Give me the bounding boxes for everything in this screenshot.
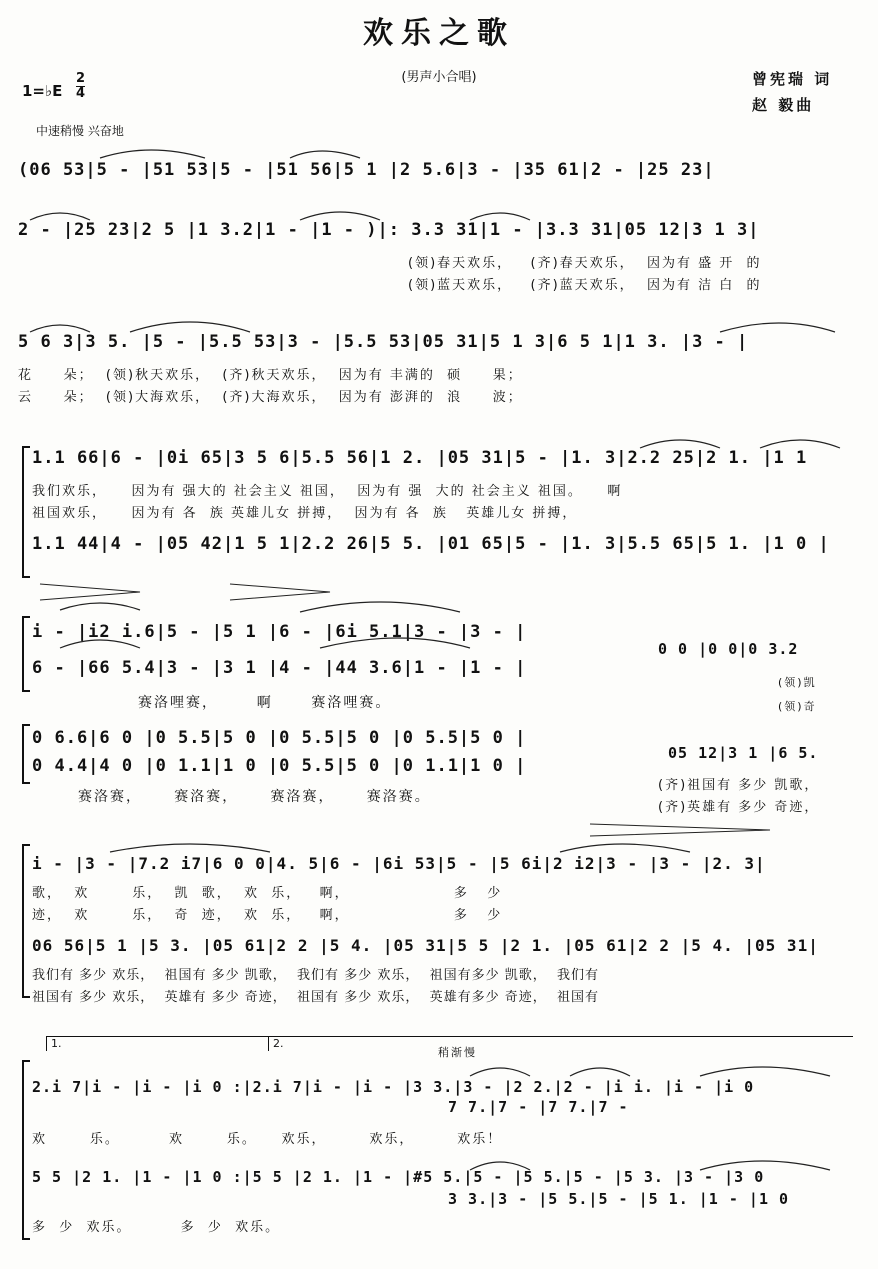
notes-lower-voice: 06 56|5 1 |5 3. |05 61|2 2 |5 4. |05 31|5 5 |2 1. |05 61|2 2 |5 4. |05 31| [32, 936, 819, 955]
song-title: 欢乐之歌 [363, 16, 515, 51]
notes-lower-voice: 0 4.4|4 0 |0 1.1|1 0 |0 5.5|5 0 |0 1.1|1 0 | [32, 756, 527, 776]
part-brace [22, 446, 30, 578]
lyric-lower-verse-1: 我们有 多少 欢乐， 祖国有 多少 凯歌， 我们有 多少 欢乐， 祖国有多少 凯歌， 我们有 [32, 968, 599, 983]
notes-upper-voice-split: 7 7.|7 - |7 7.|7 - [448, 1098, 639, 1116]
tempo-marking: 中速稍慢 兴奋地 [36, 124, 124, 138]
notes-line: 2 - |25 23|2 5 |1 3.2|1 - |1 - )|: 3.3 31|1 - |3.3 31|05 12|3 1 3| [18, 220, 760, 240]
part-brace [22, 1060, 30, 1240]
part-brace [22, 844, 30, 998]
lyric-upper-verse-2: 迹， 欢 乐， 奇 迹， 欢 乐， 啊， 多 少 [32, 908, 503, 923]
time-denominator: 4 [76, 86, 86, 101]
lyric-line: 赛洛哩赛， 啊 赛洛哩赛。 [138, 695, 392, 711]
second-ending-bracket: 2. [268, 1036, 853, 1051]
notes-upper-voice: 2.i 7|i - |i - |i 0 :|2.i 7|i - |i - |3 3.|3 - |2 2.|2 - |i i. |i - |i 0 [32, 1078, 755, 1096]
tail-notes: 0 0 |0 0|0 3.2 [658, 640, 799, 658]
lyricist-credit: 曾宪瑞 词 [752, 70, 833, 88]
notes-lower-voice: 6 - |66 5.4|3 - |3 1 |4 - |44 3.6|1 - |1 - | [32, 658, 527, 678]
key-signature: 1=♭E [22, 82, 63, 100]
notes-line: 5 6 3|3 5. |5 - |5.5 53|3 - |5.5 53|05 31|5 1 3|6 5 1|1 3. |3 - | [18, 332, 749, 352]
rit-marking: 稍渐慢 [438, 1046, 477, 1059]
part-brace [22, 724, 30, 784]
lyric-line: 赛洛赛， 赛洛赛， 赛洛赛， 赛洛赛。 [78, 789, 431, 805]
lyric-verse-2: 云 朵； (领)大海欢乐， (齐)大海欢乐， 因为有 澎湃的 浪 波； [18, 390, 523, 405]
notes-line: (06 53|5 - |51 53|5 - |51 56|5 1 |2 5.6|3 - |35 61|2 - |25 23| [18, 160, 715, 180]
lyric-lower: 多 少 欢乐。 多 少 欢乐。 [32, 1220, 281, 1235]
notes-lower-voice-split: 3 3.|3 - |5 5.|5 - |5 1. |1 - |1 0 [448, 1190, 790, 1208]
lyric-verse-1: (领)春天欢乐， (齐)春天欢乐， 因为有 盛 开 的 [408, 256, 762, 271]
notes-upper-voice: 0 6.6|6 0 |0 5.5|5 0 |0 5.5|5 0 |0 5.5|5 0 | [32, 728, 527, 748]
lyric-verse-2: 祖国欢乐， 因为有 各 族 英雄儿女 拼搏， 因为有 各 族 英雄儿女 拼搏， [32, 506, 578, 521]
tail-lyric-2: (齐)英雄有 多少 奇迹， [658, 800, 820, 815]
lyric-lower-verse-2: 祖国有 多少 欢乐， 英雄有 多少 奇迹， 祖国有 多少 欢乐， 英雄有多少 奇迹， 祖国有 [32, 990, 599, 1005]
notes-lower-voice: 1.1 44|4 - |05 42|1 5 1|2.2 26|5 5. |01 65|5 - |1. 3|5.5 65|5 1. |1 0 | [32, 534, 830, 554]
part-brace [22, 616, 30, 692]
lyric-upper: 欢 乐。 欢 乐。 欢乐， 欢乐， 欢乐！ [32, 1132, 503, 1147]
tail-lyric-1: (齐)祖国有 多少 凯歌， [658, 778, 820, 793]
composer-credit: 赵 毅曲 [752, 96, 815, 114]
notes-upper-voice: i - |3 - |7.2 i7|6 0 0|4. 5|6 - |6i 53|5 - |5 6i|2 i2|3 - |3 - |2. 3| [32, 854, 766, 873]
lyric-verse-2: (领)蓝天欢乐， (齐)蓝天欢乐， 因为有 洁 白 的 [408, 278, 762, 293]
lead-cue-2: (领)奇 [778, 700, 817, 713]
time-signature [76, 72, 85, 101]
lead-cue-1: (领)凯 [778, 676, 817, 689]
tail-notes: 05 12|3 1 |6 5. [668, 744, 819, 762]
lyric-upper-verse-1: 歌， 欢 乐， 凯 歌， 欢 乐， 啊， 多 少 [32, 886, 503, 901]
notes-upper-voice: i - |i2 i.6|5 - |5 1 |6 - |6i 5.1|3 - |3 - | [32, 622, 527, 642]
lyric-verse-1: 我们欢乐， 因为有 强大的 社会主义 祖国， 因为有 强 大的 社会主义 祖国。 啊 [32, 484, 623, 499]
first-ending-bracket: 1. [46, 1036, 273, 1051]
notes-lower-voice: 5 5 |2 1. |1 - |1 0 :|5 5 |2 1. |1 - |#5 5.|5 - |5 5.|5 - |5 3. |3 - |3 0 [32, 1168, 765, 1186]
time-numerator: 2 [76, 71, 86, 86]
subtitle: (男声小合唱) [401, 70, 477, 85]
lyric-verse-1: 花 朵； (领)秋天欢乐， (齐)秋天欢乐， 因为有 丰满的 硕 果； [18, 368, 523, 383]
notes-upper-voice: 1.1 66|6 - |0i 65|3 5 6|5.5 56|1 2. |05 31|5 - |1. 3|2.2 25|2 1. |1 1 [32, 448, 808, 468]
